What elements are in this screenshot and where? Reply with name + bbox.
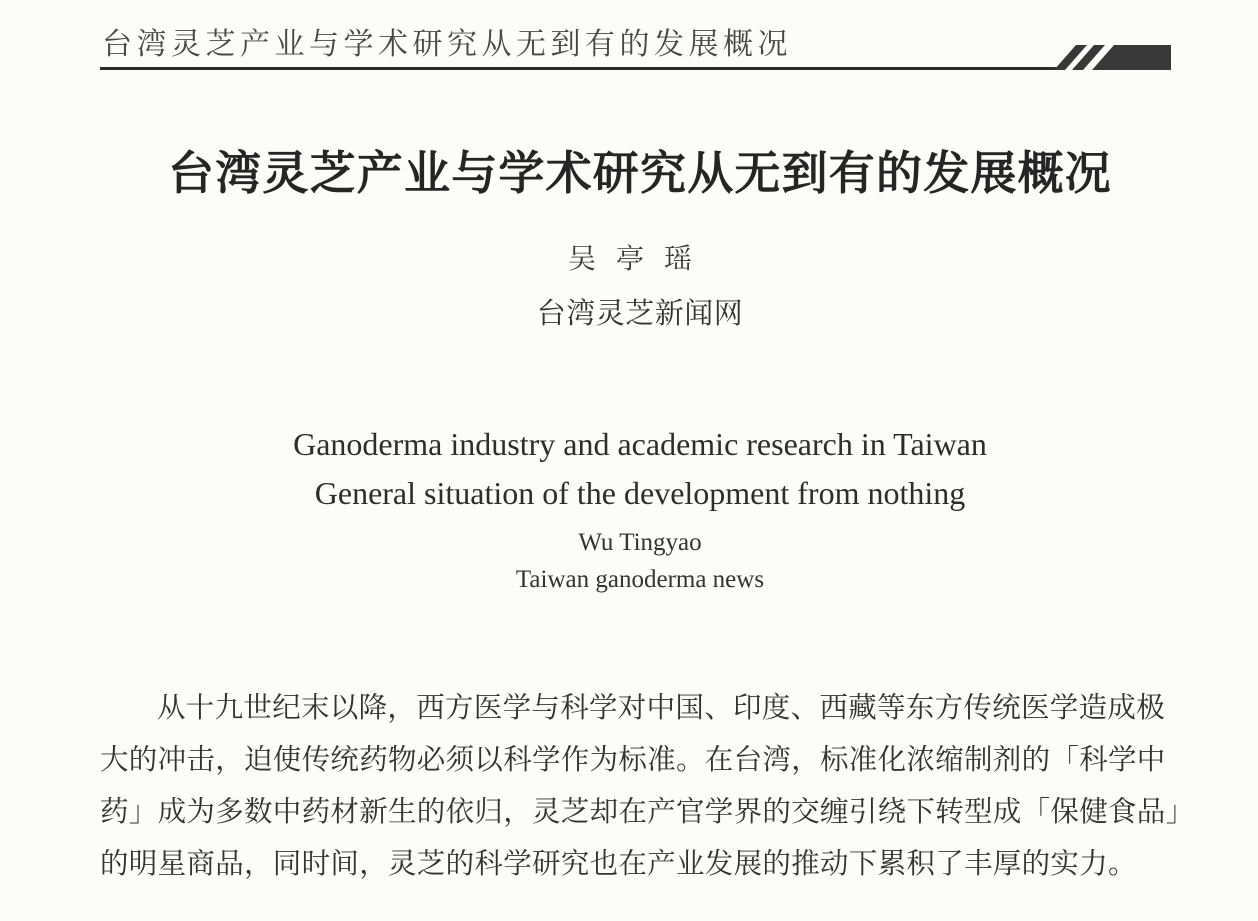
body-text-line-2: 大的冲击，迫使传统药物必须以科学作为标准。在台湾，标准化浓缩制剂的「科学中 [100, 745, 1166, 776]
affiliation-en: Taiwan ganoderma news [515, 566, 765, 593]
author-name-zh: 吴亭瑶 [567, 244, 712, 275]
author-name-en: Wu Tingyao [578, 529, 702, 556]
corner-block [1092, 45, 1171, 70]
running-header: 台湾灵芝产业与学术研究从无到有的发展概况 [102, 28, 792, 61]
header-rule [100, 67, 1063, 70]
article-title-en-line2: General situation of the development from nothing [314, 475, 966, 511]
corner-slash-mark [1040, 35, 1180, 75]
body-text-line-3: 药」成为多数中药材新生的依归，灵芝却在产官学界的交缠引绕下转型成「保健食品」 [100, 797, 1195, 828]
article-title-en-line1: Ganoderma industry and academic research in Taiwan [293, 426, 987, 462]
affiliation-zh: 台湾灵芝新闻网 [536, 298, 744, 330]
body-paragraph [100, 683, 1195, 891]
body-text-line-4: 的明星商品，同时间，灵芝的科学研究也在产业发展的推动下累积了丰厚的实力。 [100, 849, 1137, 880]
body-text-line-1: 从十九世纪末以降，西方医学与科学对中国、印度、西藏等东方传统医学造成极 [157, 693, 1166, 724]
article-title-zh: 台湾灵芝产业与学术研究从无到有的发展概况 [168, 147, 1112, 199]
